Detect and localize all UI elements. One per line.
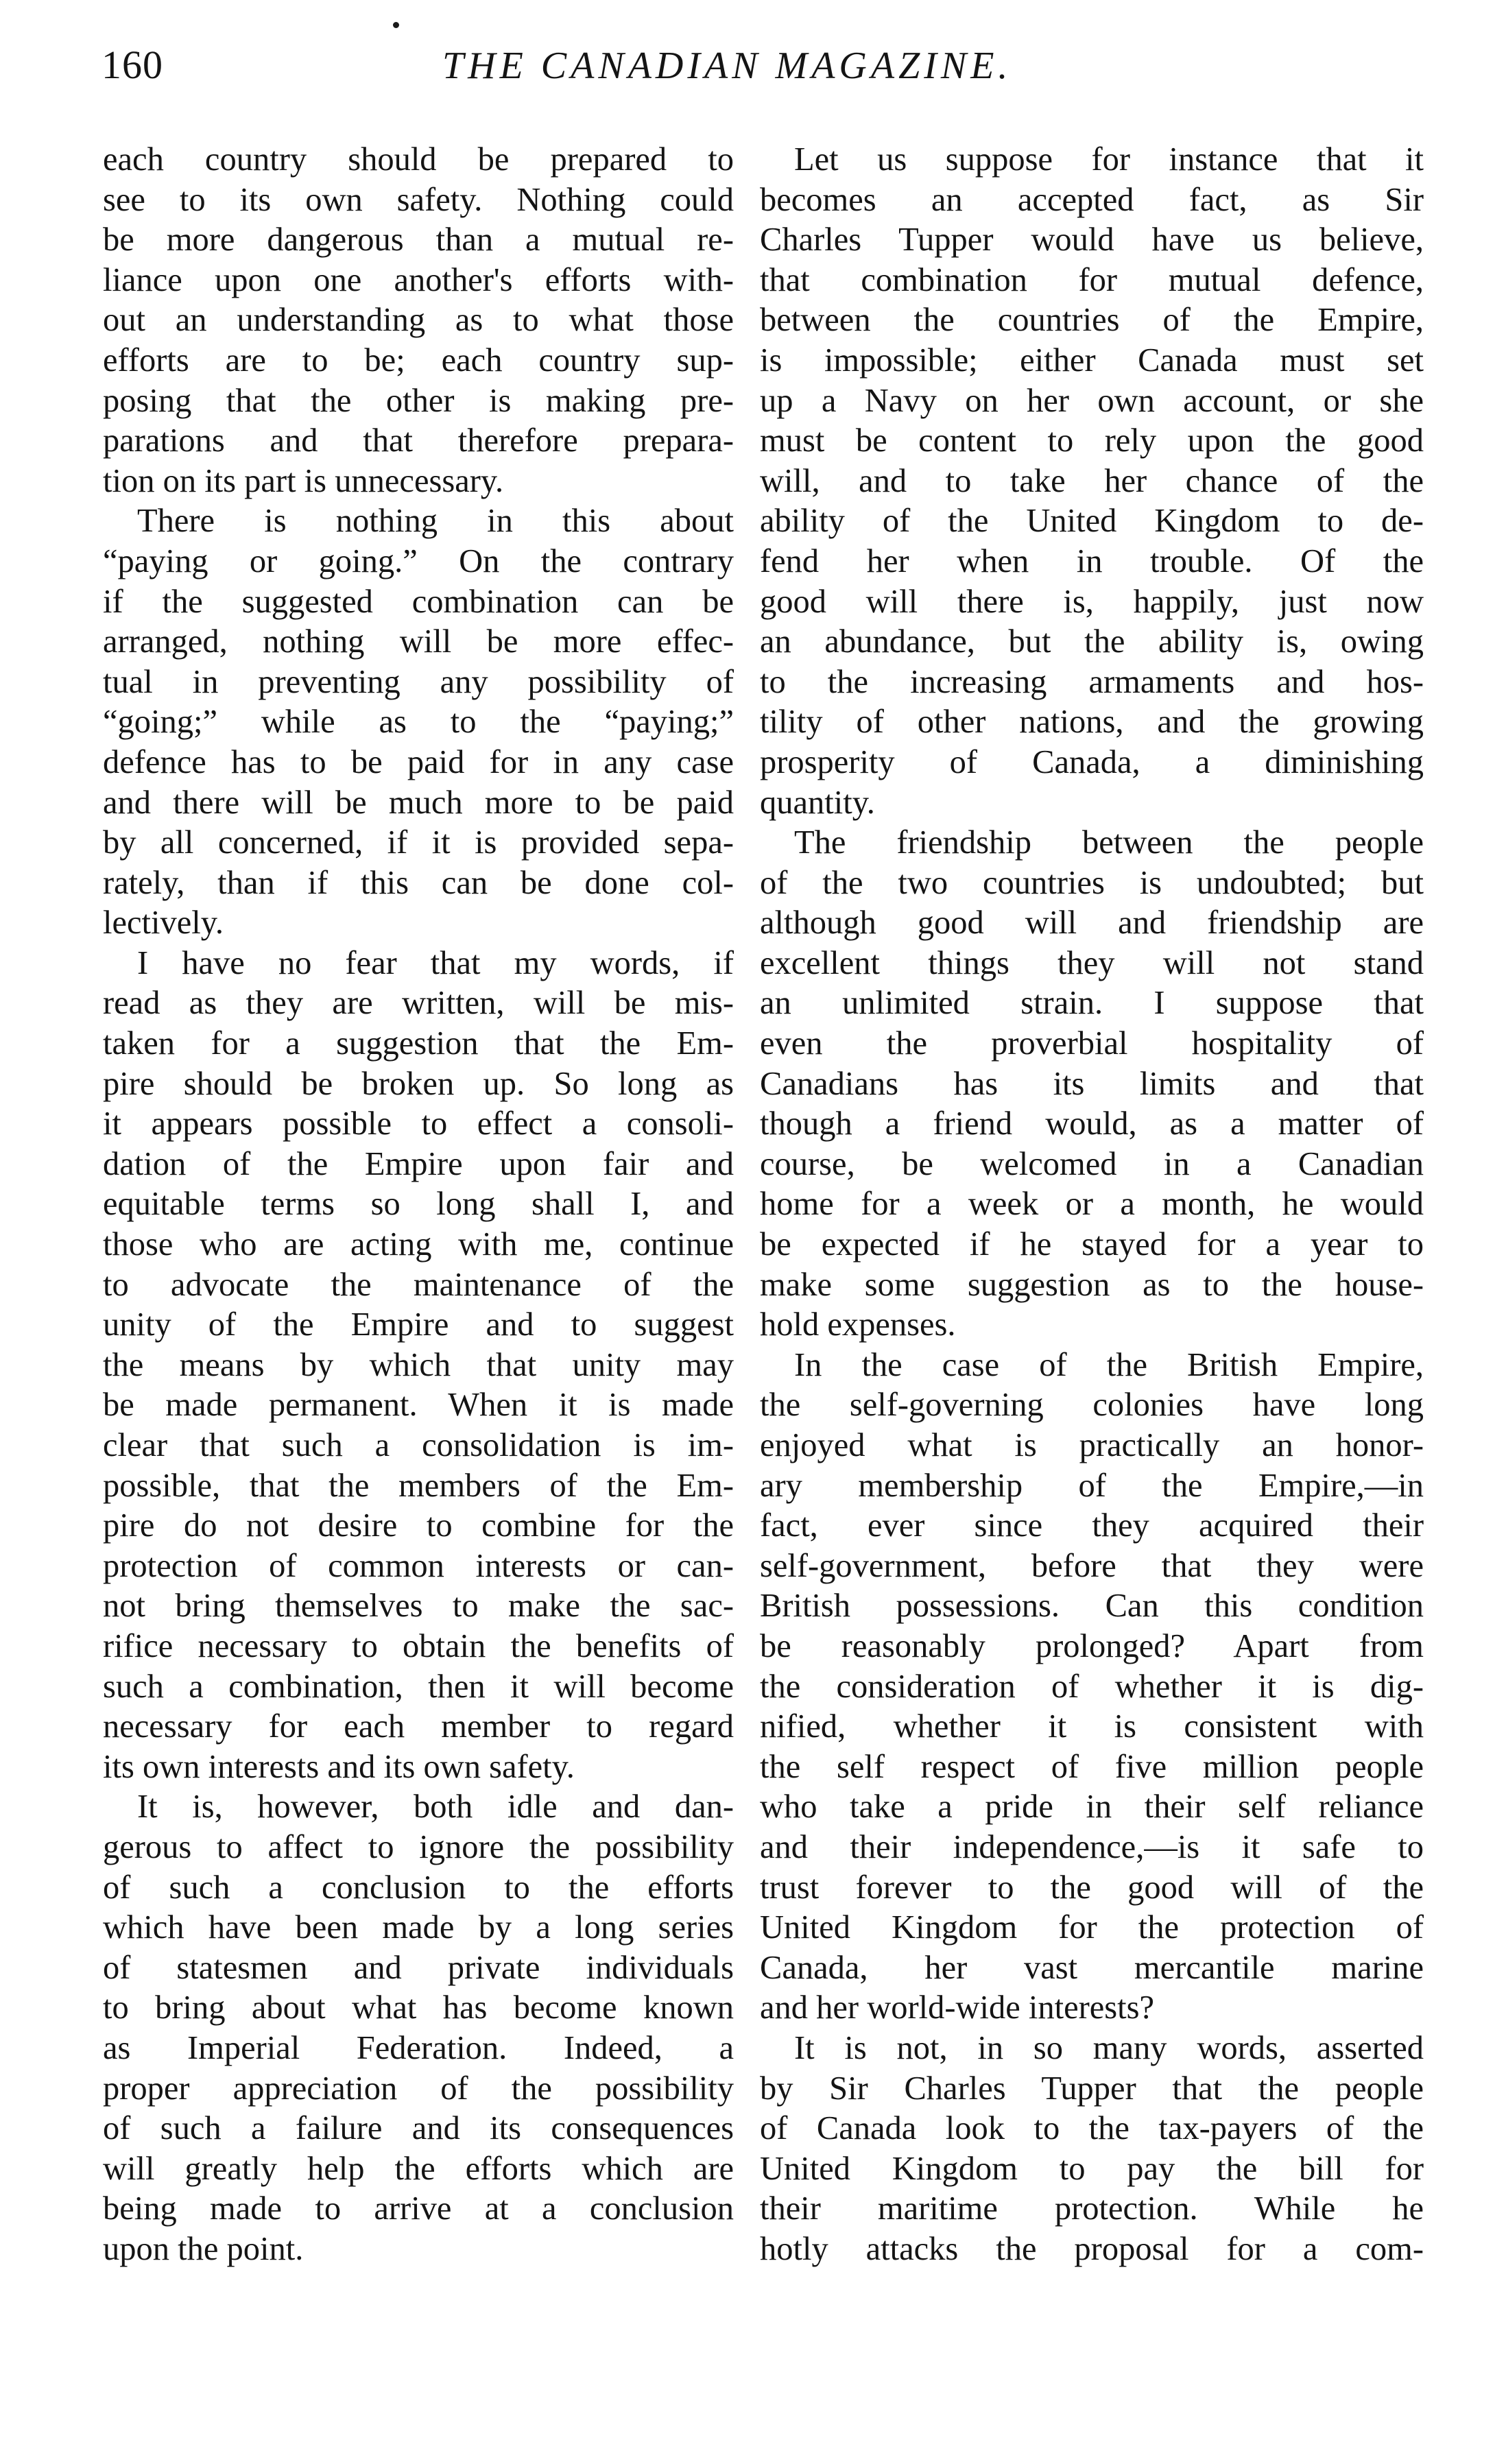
text-line: be made permanent. When it is made: [103, 1387, 734, 1424]
text-line: if the suggested combination can be: [103, 583, 734, 620]
text-line: be reasonably prolonged? Apart from: [760, 1627, 1424, 1664]
text-line: course, be welcomed in a Canadian: [760, 1145, 1424, 1182]
text-line: to bring about what has become known: [103, 1989, 734, 2026]
text-line: British possessions. Can this condition: [760, 1588, 1424, 1625]
text-line: tion on its part is unnecessary.: [103, 462, 504, 499]
text-line: necessary for each member to regard: [103, 1708, 734, 1745]
text-line: quantity.: [760, 784, 875, 821]
text-line: parations and that therefore prepara-: [103, 422, 734, 459]
text-line: clear that such a consolidation is im-: [103, 1427, 734, 1463]
text-line: by all concerned, if it is provided sepa-: [103, 824, 734, 861]
text-line: their maritime protection. While he: [760, 2190, 1424, 2227]
text-line: taken for a suggestion that the Em-: [103, 1025, 734, 1062]
text-line: the consideration of whether it is dig-: [760, 1668, 1424, 1705]
text-line: pire do not desire to combine for the: [103, 1507, 734, 1544]
page-number: 160: [101, 43, 163, 87]
text-line: read as they are written, will be mis-: [103, 985, 734, 1022]
running-head-title: THE CANADIAN MAGAZINE.: [442, 45, 1012, 87]
text-line: ary membership of the Empire,—in: [760, 1467, 1424, 1504]
text-line: home for a week or a month, he would: [760, 1186, 1424, 1223]
text-line: by Sir Charles Tupper that the people: [760, 2070, 1424, 2107]
text-line: being made to arrive at a conclusion: [103, 2190, 734, 2227]
text-line: to the increasing armaments and hos-: [760, 663, 1424, 700]
text-line: although good will and friendship are: [760, 905, 1424, 942]
text-line: its own interests and its own safety.: [103, 1748, 575, 1785]
text-line: fact, ever since they acquired their: [760, 1507, 1424, 1544]
text-line: self-government, before that they were: [760, 1547, 1424, 1584]
text-line: even the proverbial hospitality of: [760, 1025, 1424, 1062]
text-line: It is, however, both idle and dan-: [137, 1789, 734, 1826]
text-line: unity of the Empire and to suggest: [103, 1306, 734, 1343]
text-line: Let us suppose for instance that it: [794, 141, 1424, 178]
text-line: possible, that the members of the Em-: [103, 1467, 734, 1504]
text-line: protection of common interests or can-: [103, 1547, 734, 1584]
text-line: becomes an accepted fact, as Sir: [760, 181, 1424, 218]
text-line: The friendship between the people: [794, 824, 1424, 861]
text-line: lectively.: [103, 905, 224, 942]
text-line: who take a pride in their self reliance: [760, 1789, 1424, 1826]
text-line: will greatly help the efforts which are: [103, 2150, 734, 2187]
text-line: United Kingdom for the protection of: [760, 1909, 1424, 1946]
text-line: and their independence,—is it safe to: [760, 1828, 1424, 1865]
text-line: liance upon one another's efforts with-: [103, 261, 734, 298]
text-line: must be content to rely upon the good: [760, 422, 1424, 459]
text-line: fend her when in trouble. Of the: [760, 542, 1424, 579]
text-line: will, and to take her chance of the: [760, 462, 1424, 499]
text-line: equitable terms so long shall I, and: [103, 1186, 734, 1223]
text-line: each country should be prepared to: [103, 141, 734, 178]
text-line: make some suggestion as to the house-: [760, 1266, 1424, 1303]
text-line: the means by which that unity may: [103, 1346, 734, 1383]
text-line: dation of the Empire upon fair and: [103, 1145, 734, 1182]
text-line: up a Navy on her own account, or she: [760, 382, 1424, 419]
text-line: gerous to affect to ignore the possibility: [103, 1828, 734, 1865]
text-line: hold expenses.: [760, 1306, 956, 1343]
text-line: out an understanding as to what those: [103, 302, 734, 339]
text-line: such a combination, then it will become: [103, 1668, 734, 1705]
text-line: Canada, her vast mercantile marine: [760, 1949, 1424, 1986]
text-line: United Kingdom to pay the bill for: [760, 2150, 1424, 2187]
text-line: prosperity of Canada, a diminishing: [760, 743, 1424, 780]
text-line: an unlimited strain. I suppose that: [760, 985, 1424, 1022]
text-line: arranged, nothing will be more effec-: [103, 623, 734, 660]
text-line: that combination for mutual defence,: [760, 261, 1424, 298]
text-line: of such a conclusion to the efforts: [103, 1869, 734, 1906]
text-line: an abundance, but the ability is, owing: [760, 623, 1424, 660]
text-line: enjoyed what is practically an honor-: [760, 1427, 1424, 1463]
text-line: nified, whether it is consistent with: [760, 1708, 1424, 1745]
text-line: which have been made by a long series: [103, 1909, 734, 1946]
text-line: trust forever to the good will of the: [760, 1869, 1424, 1906]
text-line: It is not, in so many words, asserted: [794, 2029, 1424, 2066]
text-line: and there will be much more to be paid: [103, 784, 734, 821]
text-line: be more dangerous than a mutual re-: [103, 222, 734, 259]
text-line: between the countries of the Empire,: [760, 302, 1424, 339]
text-line: of statesmen and private individuals: [103, 1949, 734, 1986]
text-line: tual in preventing any possibility of: [103, 663, 734, 700]
text-line: tility of other nations, and the growing: [760, 704, 1424, 741]
text-line: rately, than if this can be done col-: [103, 864, 734, 901]
text-line: Charles Tupper would have us believe,: [760, 222, 1424, 259]
text-line: though a friend would, as a matter of: [760, 1105, 1424, 1143]
text-line: is impossible; either Canada must set: [760, 342, 1424, 379]
text-line: as Imperial Federation. Indeed, a: [103, 2029, 734, 2066]
text-line: of the two countries is undoubted; but: [760, 864, 1424, 901]
text-line: In the case of the British Empire,: [794, 1346, 1424, 1383]
text-line: excellent things they will not stand: [760, 944, 1424, 981]
text-line: to advocate the maintenance of the: [103, 1266, 734, 1303]
text-line: I have no fear that my words, if: [137, 944, 734, 981]
text-line: rifice necessary to obtain the benefits of: [103, 1627, 734, 1664]
text-line: of such a failure and its consequences: [103, 2110, 734, 2147]
text-line: those who are acting with me, continue: [103, 1226, 734, 1263]
text-line: posing that the other is making pre-: [103, 382, 734, 419]
text-line: good will there is, happily, just now: [760, 583, 1424, 620]
text-line: defence has to be paid for in any case: [103, 743, 734, 780]
text-line: pire should be broken up. So long as: [103, 1065, 734, 1102]
text-line: proper appreciation of the possibility: [103, 2070, 734, 2107]
text-line: of Canada look to the tax-payers of the: [760, 2110, 1424, 2147]
text-line: not bring themselves to make the sac-: [103, 1588, 734, 1625]
text-line: see to its own safety. Nothing could: [103, 181, 734, 218]
text-line: Canadians has its limits and that: [760, 1065, 1424, 1102]
text-line: “going;” while as to the “paying;”: [103, 704, 734, 741]
printer-mark-dot: [393, 22, 399, 28]
left-text-column: [103, 140, 734, 2269]
text-line: ability of the United Kingdom to de-: [760, 503, 1424, 540]
text-line: be expected if he stayed for a year to: [760, 1226, 1424, 1263]
text-line: There is nothing in this about: [137, 503, 734, 540]
text-line: “paying or going.” On the contrary: [103, 542, 734, 579]
text-line: the self respect of five million people: [760, 1748, 1424, 1785]
text-line: upon the point.: [103, 2230, 304, 2267]
text-line: the self-governing colonies have long: [760, 1387, 1424, 1424]
right-text-column: [760, 140, 1424, 2269]
text-line: efforts are to be; each country sup-: [103, 342, 734, 379]
text-line: it appears possible to effect a consoli-: [103, 1105, 734, 1143]
text-line: hotly attacks the proposal for a com-: [760, 2230, 1424, 2267]
text-line: and her world-wide interests?: [760, 1989, 1155, 2026]
